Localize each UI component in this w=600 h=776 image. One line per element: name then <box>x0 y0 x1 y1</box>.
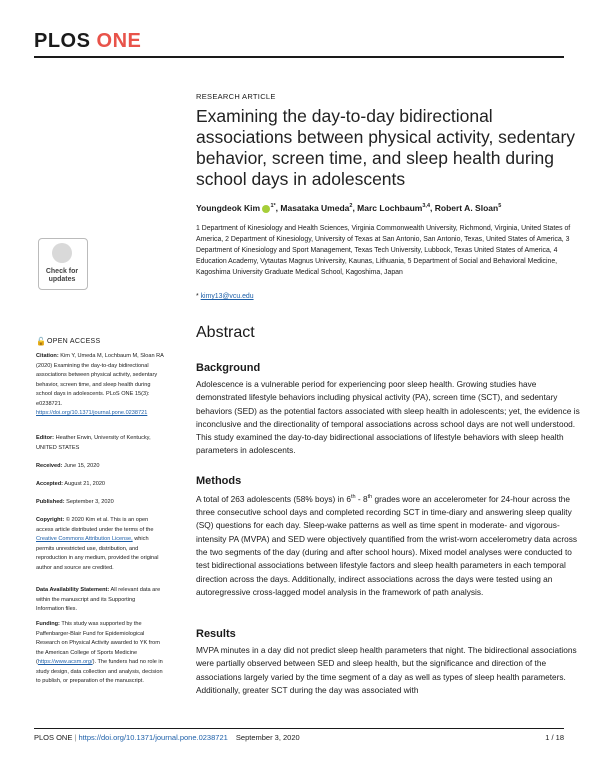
footer-left <box>34 733 300 742</box>
author-sup: 3,4 <box>422 203 431 210</box>
footer-rule <box>34 728 564 729</box>
accepted-block: Accepted: August 21, 2020 <box>36 481 106 487</box>
update-icon <box>52 243 72 263</box>
abstract-heading: Abstract <box>196 324 255 341</box>
footer-date: September 3, 2020 <box>235 733 300 742</box>
published-block: Published: September 3, 2020 <box>36 499 114 505</box>
journal-logo[interactable] <box>34 30 141 53</box>
results-heading: Results <box>196 628 236 640</box>
corresponding-email <box>196 293 254 300</box>
author-sup: 2 <box>349 203 353 210</box>
article-type: RESEARCH ARTICLE <box>196 92 276 101</box>
footer-separator: | <box>74 733 77 742</box>
methods-heading: Methods <box>196 475 242 487</box>
author-name[interactable]: Youngdeok Kim <box>196 203 261 213</box>
logo-plos: PLOS <box>34 30 91 52</box>
methods-text: A total of 263 adolescents (58% boys) in 6th - 8th grades wore an accelerometer for 24-hour across the three consecutive school days and completed recording SCT in time-diary and answering sleep quality (SQ) questions for each day. Sleep-wake patterns as well as time spent in moderate- and vigorous-intensity PA (MVPA) and SED were objectively quantified from the wrist-worn accelerometry data across the two segments of the day (during and after school hours). Mixed model analyses were conducted to test bidirectional associations between lifestyle factors and sleep health parameters in each temporal direction across the days. Additionally, indirect associations across the days were tested using an autoregressive cross-lagged model analysis in the framework of path analysis. <box>196 493 578 597</box>
author-list: Youngdeok Kim $^{1*}$, Masataka Umeda$^2$, Marc Lochbaum$^{3,4}$, Robert A. Sloan$^5$ <box>196 203 502 213</box>
article-title: Examining the day-to-day bidirectional associations between physical activity, sedentary behavior, screen time, and sleep health during school days in adolescents <box>196 106 576 189</box>
author-sup: 1* <box>270 203 276 210</box>
funding-block: Funding: This study was supported by the Paffenbarger-Blair Fund for Epidemiological Research on Physical Activity awarded to YK from the American College of Sports Medicine (https://www.acsm.org/). The funders had no role in study design, data collection and analysis, decision to publish, or preparation of the manuscript. <box>36 621 163 684</box>
page-number: 1 / 18 <box>545 733 564 742</box>
received-block: Received: June 15, 2020 <box>36 463 100 469</box>
footer-doi-link[interactable]: https://doi.org/10.1371/journal.pone.0238721 <box>78 733 228 742</box>
email-prefix: * <box>196 293 199 300</box>
editor-block: Editor: Heather Erwin, University of Kentucky, UNITED STATES <box>36 435 151 451</box>
license-link[interactable]: Creative Commons Attribution License, <box>36 536 133 542</box>
citation-doi-link[interactable]: https://doi.org/10.1371/journal.pone.0238721 <box>36 410 148 416</box>
citation-block: Citation: Kim Y, Umeda M, Lochbaum M, Sloan RA (2020) Examining the day-to-day bidirectional associations between physical activity, sedentary behavior, screen time, and sleep health during school days in adolescents. PLoS ONE 15(3): e0238721. https://doi.org/10.1371/journal.pone.0238721 <box>36 353 164 416</box>
author-name[interactable]: Robert A. Sloan <box>434 203 499 213</box>
copyright-block: Copyright: © 2020 Kim et al. This is an open access article distributed under the terms of the Creative Commons Attribution License, which permits unrestricted use, distribution, and reproduction in any medium, provided the original author and source are credited. <box>36 517 159 571</box>
results-text: MVPA minutes in a day did not predict sleep health parameters that night. The bidirectional associations were partially observed between SED and sleep health, but the significance and direction of the associations largely varied by the time segment of a day as well as types of sleep health parameters. Additionally, greater SCT during the day was associated with <box>196 645 577 695</box>
header-rule <box>34 56 564 58</box>
acsm-link[interactable]: https://www.acsm.org/ <box>37 659 93 665</box>
author-sup: 5 <box>498 203 502 210</box>
open-access-label: OPEN ACCESS <box>47 338 101 345</box>
badge-label: Check for updates <box>45 268 79 283</box>
data-availability-block: Data Availability Statement: All relevant data are within the manuscript and its Supporting Information files. <box>36 587 161 612</box>
footer-journal: PLOS ONE <box>34 733 73 742</box>
author-name[interactable]: Marc Lochbaum <box>357 203 423 213</box>
logo-one: ONE <box>96 30 142 52</box>
affiliations: 1 Department of Kinesiology and Health Sciences, Virginia Commonwealth University, Richmond, Virginia, United States of America, 2 Department of Kinesiology, University of Texas at San Antonio, San Antonio, Texas, United States of America, 3 Department of Kinesiology and Sport Management, Texas Tech University, Lubbock, Texas United States of America, 4 Education Academy, Vytautas Magnus University, Kaunas, Lithuania, 5 Department of Social and Behavioral Medicine, Kagoshima University Graduate Medical School, Kagoshima, Japan <box>196 225 571 276</box>
lock-icon: 🔓 <box>36 337 46 346</box>
background-text: Adolescence is a vulnerable period for experiencing poor sleep health. Growing studies have demonstrated lifestyle behaviors including physical activity (PA), screen time (SCT), and sedentary behaviors (SED) as the potential factors associated with sleep health in adolescents; yet, the evidence is inconclusive and the directionality of temporal associations across school days are not well understood. This study examined the day-to-day bidirectional associations of lifestyle behaviors with sleep health parameters in adolescents. <box>196 379 580 456</box>
email-link[interactable]: kimy13@vcu.edu <box>200 293 254 300</box>
author-name[interactable]: Masataka Umeda <box>280 203 350 213</box>
background-heading: Background <box>196 362 261 374</box>
